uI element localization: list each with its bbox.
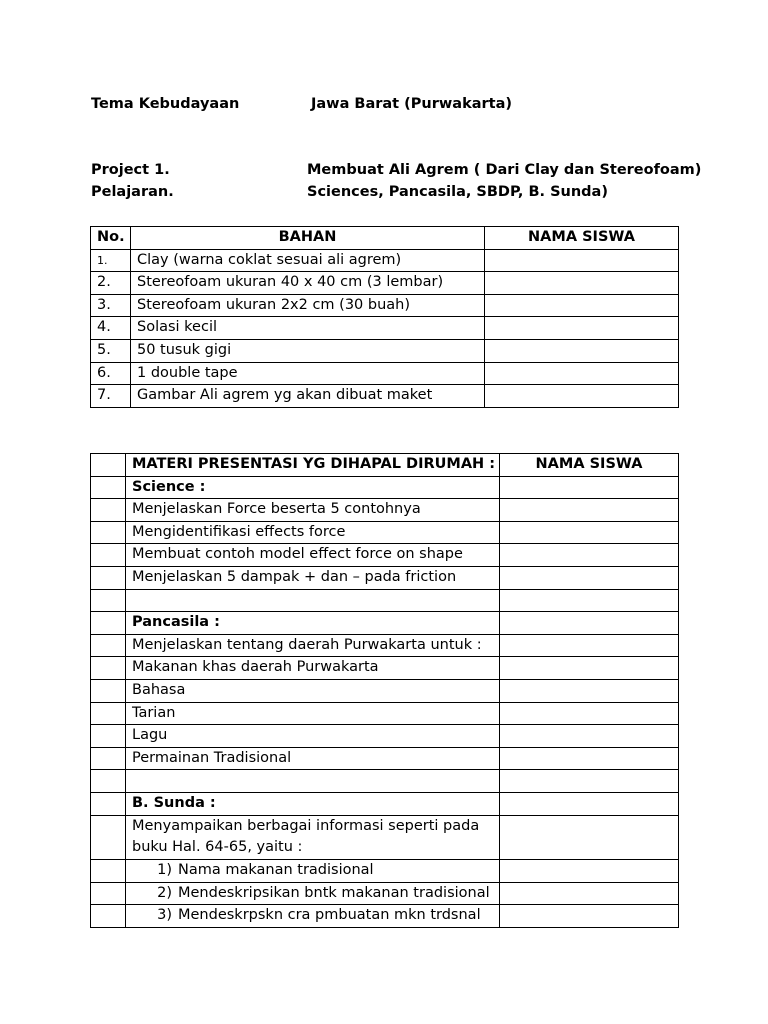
table-row — [91, 385, 679, 408]
topic-subitem — [126, 905, 500, 928]
material-name: Stereofoam ukuran 40 x 40 cm (3 lembar) — [131, 272, 485, 295]
student-name-cell[interactable] — [485, 339, 679, 362]
empty-cell — [91, 544, 126, 567]
col-materi-header: MATERI PRESENTASI YG DIHAPAL DIRUMAH : — [126, 454, 500, 477]
section-heading-row — [91, 792, 679, 815]
student-name-cell[interactable] — [485, 385, 679, 408]
student-name-cell[interactable] — [500, 589, 679, 612]
student-name-cell[interactable] — [500, 476, 679, 499]
topic-item: Permainan Tradisional — [126, 747, 500, 770]
subitem-text: Mendeskripsikan bntk makanan tradisional — [178, 884, 490, 901]
table-row — [91, 860, 679, 883]
table-row — [91, 362, 679, 385]
student-name-cell[interactable] — [485, 249, 679, 272]
table-row — [91, 272, 679, 295]
topic-item: Menjelaskan 5 dampak + dan – pada friction — [126, 566, 500, 589]
topic-item: Bahasa — [126, 679, 500, 702]
section-heading-row — [91, 476, 679, 499]
empty-cell — [91, 882, 126, 905]
empty-cell — [91, 792, 126, 815]
student-name-cell[interactable] — [500, 612, 679, 635]
material-name: 1 double tape — [131, 362, 485, 385]
pancasila-heading: Pancasila : — [126, 612, 500, 635]
table-row — [91, 815, 679, 860]
empty-cell — [91, 454, 126, 477]
row-number: 4. — [91, 317, 131, 340]
student-name-cell[interactable] — [500, 679, 679, 702]
student-name-cell[interactable] — [500, 882, 679, 905]
col-no-header: No. — [91, 227, 131, 250]
material-name: Gambar Ali agrem yg akan dibuat maket — [131, 385, 485, 408]
student-name-cell[interactable] — [500, 566, 679, 589]
student-name-cell[interactable] — [500, 634, 679, 657]
col-nama-header: NAMA SISWA — [485, 227, 679, 250]
material-name: Stereofoam ukuran 2x2 cm (30 buah) — [131, 294, 485, 317]
student-name-cell[interactable] — [485, 272, 679, 295]
col-bahan-header: BAHAN — [131, 227, 485, 250]
materials-header-row — [91, 227, 679, 250]
row-number: 6. — [91, 362, 131, 385]
empty-row — [91, 589, 679, 612]
empty-cell — [126, 770, 500, 793]
topic-item: Tarian — [126, 702, 500, 725]
subitem-number: 3) — [157, 907, 172, 924]
empty-cell — [91, 657, 126, 680]
presentation-table — [90, 453, 679, 928]
table-row — [91, 499, 679, 522]
table-row — [91, 634, 679, 657]
material-name: Clay (warna coklat sesuai ali agrem) — [131, 249, 485, 272]
row-number: 7. — [91, 385, 131, 408]
student-name-cell[interactable] — [500, 815, 679, 860]
material-name: Solasi kecil — [131, 317, 485, 340]
student-name-cell[interactable] — [500, 521, 679, 544]
empty-cell — [91, 770, 126, 793]
empty-cell — [91, 725, 126, 748]
subitem-number: 1) — [157, 862, 172, 878]
topic-item: Membuat contoh model effect force on shape — [126, 544, 500, 567]
empty-cell — [91, 815, 126, 860]
student-name-cell[interactable] — [485, 317, 679, 340]
student-name-cell[interactable] — [500, 770, 679, 793]
table-row — [91, 294, 679, 317]
topic-item: Menjelaskan tentang daerah Purwakarta untuk : — [126, 634, 500, 657]
topic-item: Makanan khas daerah Purwakarta — [126, 657, 500, 680]
empty-cell — [91, 747, 126, 770]
table-row — [91, 544, 679, 567]
empty-row — [91, 770, 679, 793]
empty-cell — [91, 905, 126, 928]
topic-item: Menjelaskan Force beserta 5 contohnya — [126, 499, 500, 522]
project-label: Project 1. — [91, 162, 170, 178]
empty-cell — [91, 679, 126, 702]
section-heading-row — [91, 612, 679, 635]
empty-cell — [91, 589, 126, 612]
material-name: 50 tusuk gigi — [131, 339, 485, 362]
empty-cell — [91, 634, 126, 657]
row-number: 1. — [91, 249, 131, 272]
table-row — [91, 657, 679, 680]
table-row — [91, 679, 679, 702]
subitem-text: Nama makanan tradisional — [178, 862, 374, 878]
table-row — [91, 747, 679, 770]
student-name-cell[interactable] — [500, 657, 679, 680]
subitem-text: Mendeskrpskn cra pmbuatan mkn trdsnal — [178, 907, 481, 924]
table-row — [91, 566, 679, 589]
materials-table — [90, 226, 679, 408]
row-number: 5. — [91, 339, 131, 362]
project-value: Membuat Ali Agrem ( Dari Clay dan Stereofoam) — [307, 162, 702, 178]
topic-item: Menyampaikan berbagai informasi seperti pada buku Hal. 64-65, yaitu : — [126, 815, 500, 860]
table-row — [91, 339, 679, 362]
empty-cell — [91, 499, 126, 522]
row-number: 3. — [91, 294, 131, 317]
table-row — [91, 249, 679, 272]
student-name-cell[interactable] — [485, 294, 679, 317]
empty-cell — [91, 566, 126, 589]
topic-item: Mengidentifikasi effects force — [126, 521, 500, 544]
student-name-cell[interactable] — [485, 362, 679, 385]
empty-cell — [91, 612, 126, 635]
table-row — [91, 317, 679, 340]
empty-cell — [91, 860, 126, 883]
theme-label: Tema Kebudayaan — [91, 96, 240, 112]
table-row — [91, 905, 679, 928]
topic-subitem — [126, 860, 500, 883]
student-name-cell[interactable] — [500, 725, 679, 748]
empty-cell — [91, 476, 126, 499]
table-row — [91, 725, 679, 748]
student-name-cell[interactable] — [500, 792, 679, 815]
student-name-cell[interactable] — [500, 702, 679, 725]
student-name-cell[interactable] — [500, 499, 679, 522]
subject-label: Pelajaran. — [91, 184, 174, 200]
student-name-cell[interactable] — [500, 860, 679, 883]
sunda-heading: B. Sunda : — [126, 792, 500, 815]
topic-subitem — [126, 882, 500, 905]
row-number: 2. — [91, 272, 131, 295]
student-name-cell[interactable] — [500, 747, 679, 770]
subitem-number: 2) — [157, 884, 172, 901]
empty-cell — [126, 589, 500, 612]
theme-value: Jawa Barat (Purwakarta) — [311, 96, 512, 112]
empty-cell — [91, 521, 126, 544]
subject-value: Sciences, Pancasila, SBDP, B. Sunda) — [307, 184, 608, 200]
table-row — [91, 521, 679, 544]
empty-cell — [91, 702, 126, 725]
presentation-header-row — [91, 454, 679, 477]
table-row — [91, 882, 679, 905]
topic-item: Lagu — [126, 725, 500, 748]
student-name-cell[interactable] — [500, 544, 679, 567]
student-name-cell[interactable] — [500, 905, 679, 928]
table-row — [91, 702, 679, 725]
col-nama-header: NAMA SISWA — [500, 454, 679, 477]
science-heading: Science : — [126, 476, 500, 499]
